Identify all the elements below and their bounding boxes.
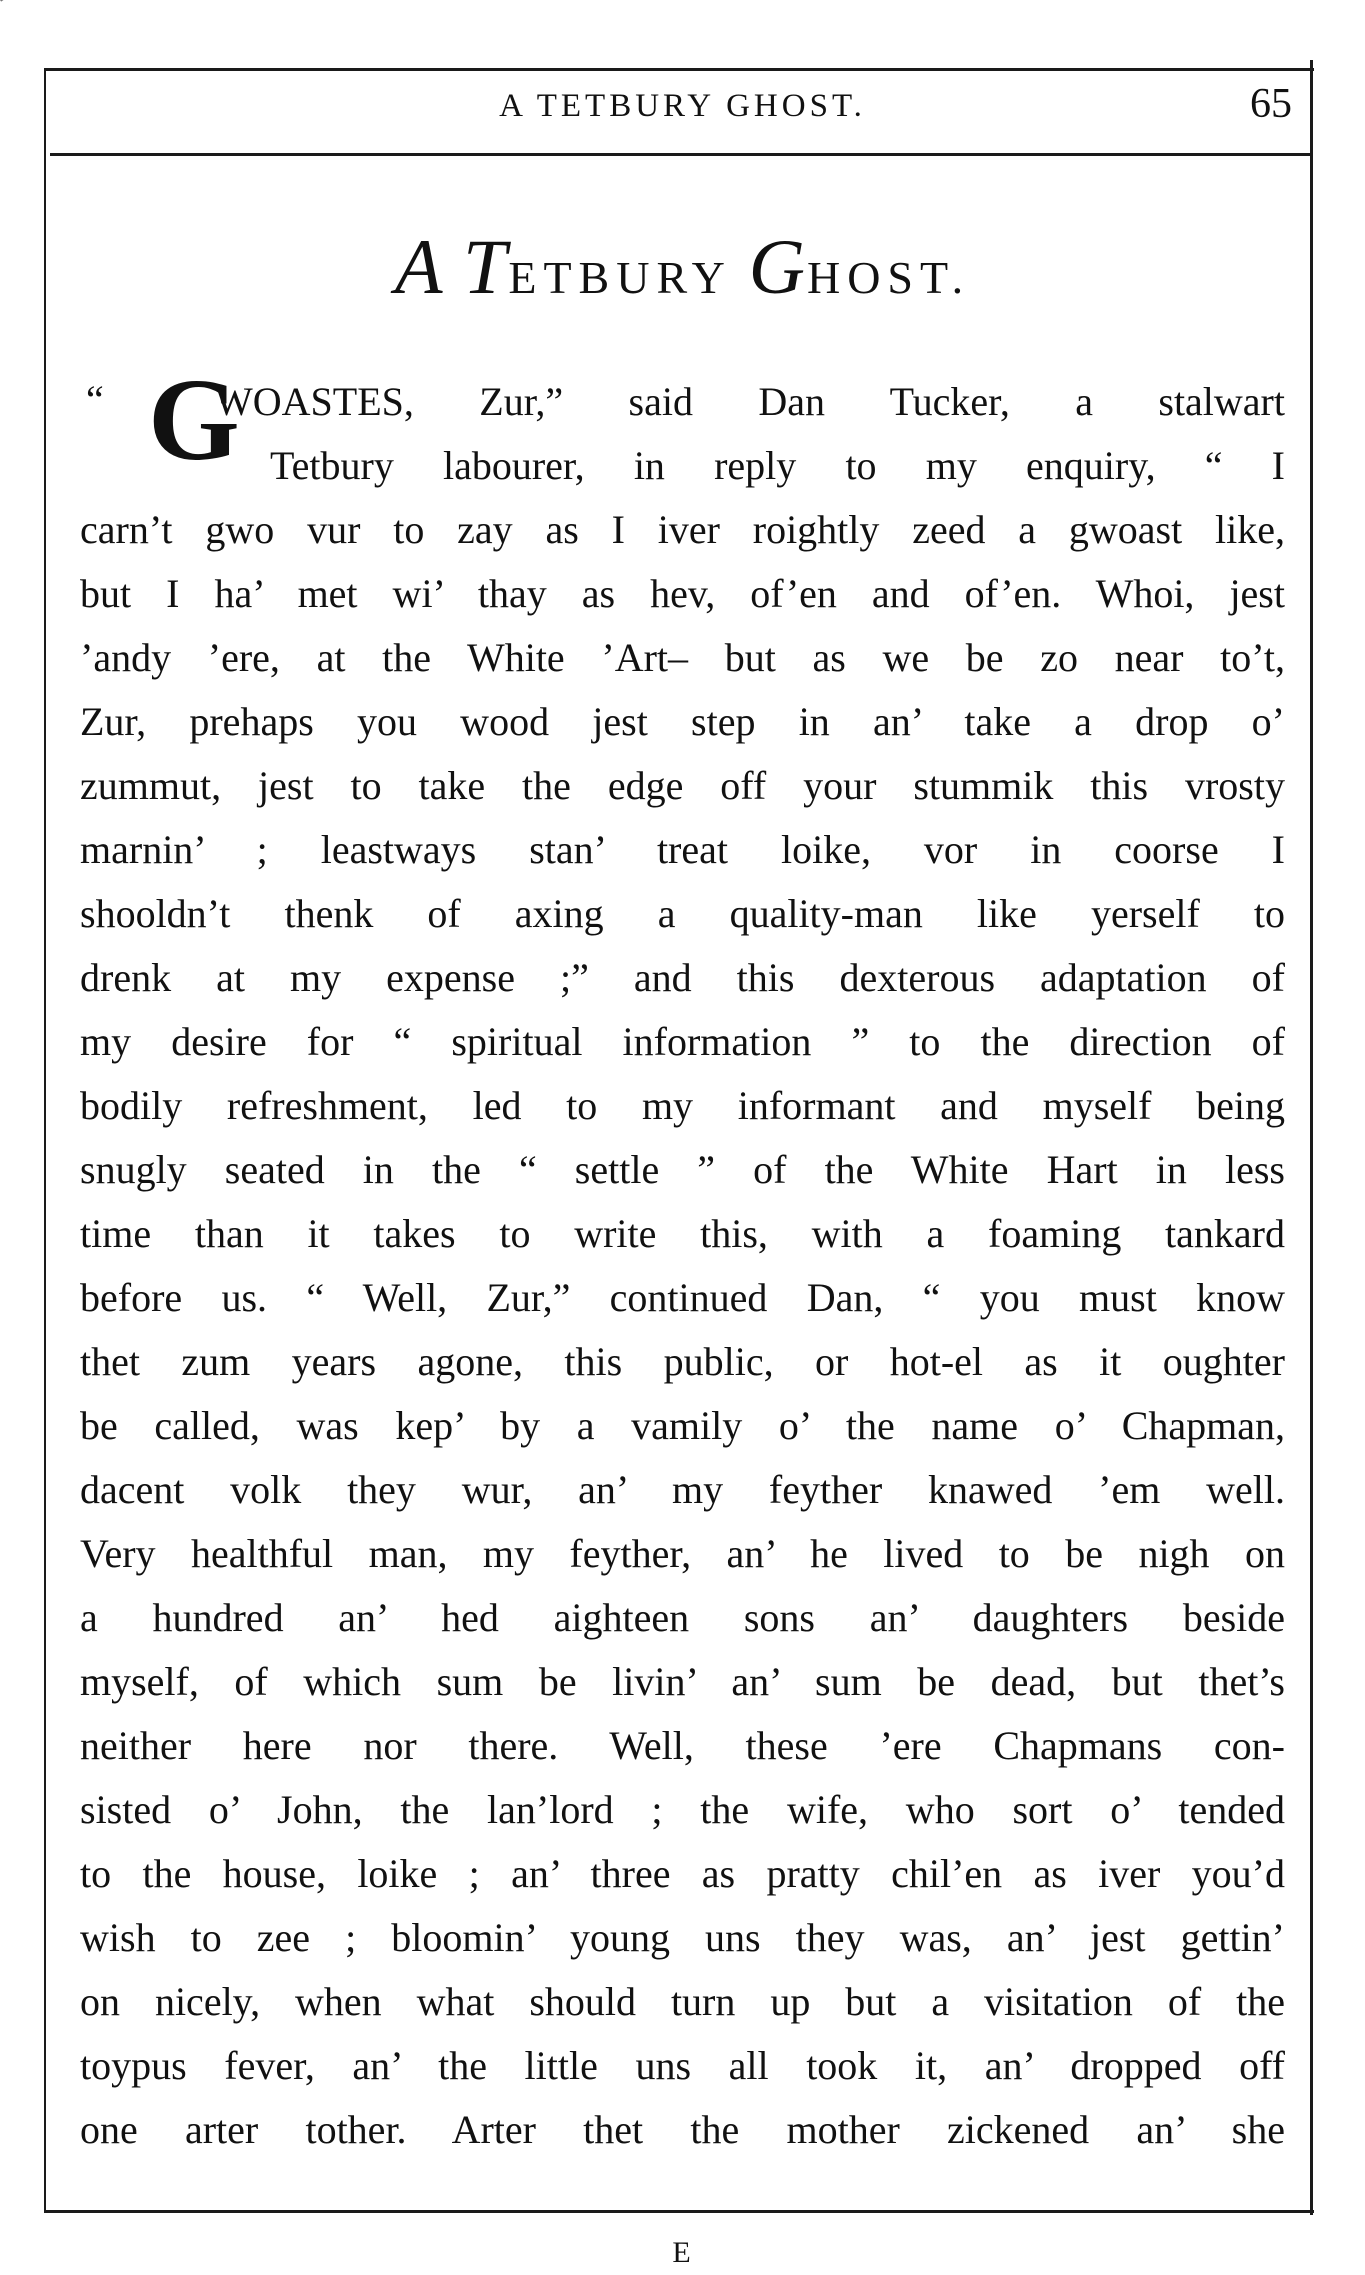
text-line: dacent volk they wur, an’ my feyther knawed ’em well. [80,1467,1285,1512]
signature-mark: E [672,2236,693,2269]
text-line: neither here nor there. Well, these ’ere Chapmans con- [80,1723,1285,1768]
page-frame-bottom-border [44,2210,1314,2213]
text-line: on nicely, when what should turn up but a visitation of the [80,1979,1285,2024]
text-line: ’andy ’ere, at the White ’Art– but as we be zo near to’t, [80,635,1285,680]
page-frame-right-border [1310,60,1313,2215]
text-line: snugly seated in the “ settle ” of the White Hart in less [80,1147,1285,1192]
title-initial-a: A [394,223,445,310]
page-corner-mark [0,0,27,3]
text-line: shooldn’t thenk of axing a quality-man like yerself to [80,891,1285,936]
text-line: myself, of which sum be livin’ an’ sum be dead, but thet’s [80,1659,1285,1704]
page-frame-top-border [44,68,1314,71]
text-line: before us. “ Well, Zur,” continued Dan, “ you must know [80,1275,1285,1320]
text-line: one arter tother. Arter thet the mother zickened an’ she [80,2107,1285,2152]
title-word-tetbury: ETBURY [508,252,731,303]
header-rule [50,153,1312,156]
text-line: zummut, jest to take the edge off your stummik this vrosty [80,763,1285,808]
text-line: Tetbury labourer, in reply to my enquiry, “ I [270,443,1285,488]
text-line: carn’t gwo vur to zay as I iver roightly zeed a gwoast like, [80,507,1285,552]
text-line: bodily refreshment, led to my informant and myself being [80,1083,1285,1128]
chapter-title [0,223,1365,313]
text-line: thet zum years agone, this public, or hot-el as it oughter [80,1339,1285,1384]
text-line: drenk at my expense ;” and this dexterous adaptation of [80,955,1285,1000]
text-line: toypus fever, an’ the little uns all took it, an’ dropped off [80,2043,1285,2088]
text-line: be called, was kep’ by a vamily o’ the name o’ Chapman, [80,1403,1285,1448]
text-line: a hundred an’ hed aighteen sons an’ daughters beside [80,1595,1285,1640]
text-line: time than it takes to write this, with a foaming tankard [80,1211,1285,1256]
title-initial-g: G [748,223,807,310]
text-line: sisted o’ John, the lan’lord ; the wife, who sort o’ tended [80,1787,1285,1832]
drop-cap-initial: G [148,354,240,485]
text-line: wish to zee ; bloomin’ young uns they was, an’ jest gettin’ [80,1915,1285,1960]
page-frame-left-border [44,70,46,2210]
text-line: marnin’ ; leastways stan’ treat loike, vor in coorse I [80,827,1285,872]
opening-quote-mark: “ [86,377,104,422]
page-number: 65 [1250,81,1292,127]
title-word-ghost: HOST. [806,252,971,303]
title-initial-t: T [462,223,509,310]
text-line: Zur, prehaps you wood jest step in an’ take a drop o’ [80,699,1285,744]
text-line: my desire for “ spiritual information ” to the direction of [80,1019,1285,1064]
text-line: WOASTES, Zur,” said Dan Tucker, a stalwart [215,379,1285,424]
text-line: Very healthful man, my feyther, an’ he lived to be nigh on [80,1531,1285,1576]
running-head: A TETBURY GHOST. [499,88,866,124]
text-line: to the house, loike ; an’ three as pratty chil’en as iver you’d [80,1851,1285,1896]
text-line: but I ha’ met wi’ thay as hev, of’en and of’en. Whoi, jest [80,571,1285,616]
